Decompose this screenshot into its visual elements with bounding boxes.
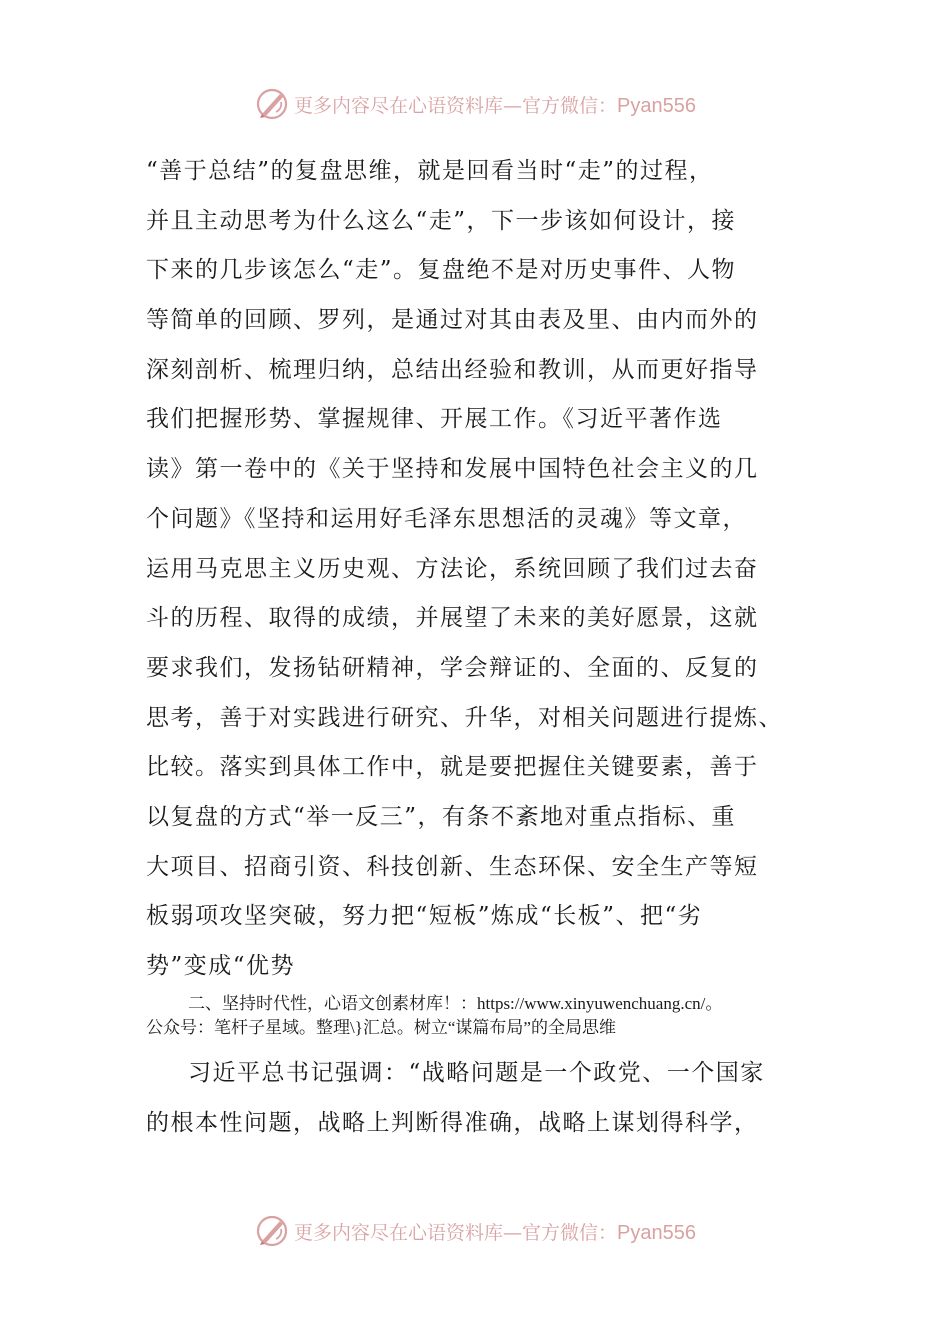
text-line: 运用马克思主义历史观、方法论，系统回顾了我们过去奋 — [146, 555, 759, 582]
body-paragraph — [146, 147, 806, 992]
text-line: 大项目、招商引资、科技创新、生态环保、安全生产等短 — [146, 853, 759, 880]
text-line: “善于总结”的复盘思维，就是回看当时“走”的过程， — [146, 158, 714, 184]
text-line: 比较。落实到具体工作中，就是要把握住关键要素，善于 — [146, 754, 759, 781]
text-line: 要求我们，发扬钻研精神，学会辩证的、全面的、反复的 — [146, 654, 759, 681]
watermark-handle: Pyan556 — [617, 1221, 696, 1244]
text-line: 下来的几步该怎么“走”。复盘绝不是对历史事件、人物 — [146, 257, 737, 284]
text-line: 读》第一卷中的《关于坚持和发展中国特色社会主义的几 — [146, 456, 759, 483]
text-line: 我们把握形势、掌握规律、开展工作。《习近平著作选 — [146, 406, 723, 433]
text-line: 斗的历程、取得的成绩，并展望了未来的美好愿景，这就 — [146, 605, 759, 632]
watermark-text: 更多内容尽在心语资料库—官方微信：Pyan556 — [294, 1221, 696, 1244]
section-heading — [146, 992, 806, 1040]
text-line: 习近平总书记强调：“战略问题是一个政党、一个国家 — [188, 1060, 765, 1086]
watermark-banner-top — [0, 84, 950, 124]
text-line: 个问题》《坚持和运用好毛泽东思想活的灵魂》等文章， — [146, 505, 747, 532]
watermark-group — [254, 1213, 696, 1249]
pen-logo-icon — [254, 1213, 290, 1249]
text-line: 思考，善于对实践进行研究、升华，对相关问题进行提炼、 — [146, 704, 783, 731]
watermark-banner-bottom — [0, 1211, 950, 1251]
pen-logo-icon — [254, 86, 290, 122]
text-line: 板弱项攻坚突破，努力把“短板”炼成“长板”、把“劣 — [146, 903, 703, 930]
text-line: 以复盘的方式“举一反三”，有条不紊地对重点指标、重 — [146, 803, 737, 830]
watermark-text: 更多内容尽在心语资料库—官方微信：Pyan556 — [294, 94, 696, 117]
text-line: 深刻剖析、梳理归纳，总结出经验和教训，从而更好指导 — [146, 356, 759, 383]
watermark-group — [254, 86, 696, 122]
heading-line: 二、坚持时代性，心语文创素材库！：https://www.xinyuwenchuang.cn/。 — [188, 994, 723, 1013]
text-line: 并且主动思考为什么这么“走”，下一步该如何设计，接 — [146, 207, 737, 234]
watermark-handle: Pyan556 — [617, 94, 696, 117]
body-paragraph-2 — [146, 1049, 806, 1148]
text-line: 等简单的回顾、罗列，是通过对其由表及里、由内而外的 — [146, 307, 759, 334]
heading-line: 公众号：笔杆子星域。整理\}汇总。树立“谋篇布局”的全局思维 — [146, 1018, 616, 1037]
text-line: 的根本性问题，战略上判断得准确，战略上谋划得科学， — [146, 1109, 759, 1136]
text-line: 势”变成“优势 — [146, 953, 296, 979]
